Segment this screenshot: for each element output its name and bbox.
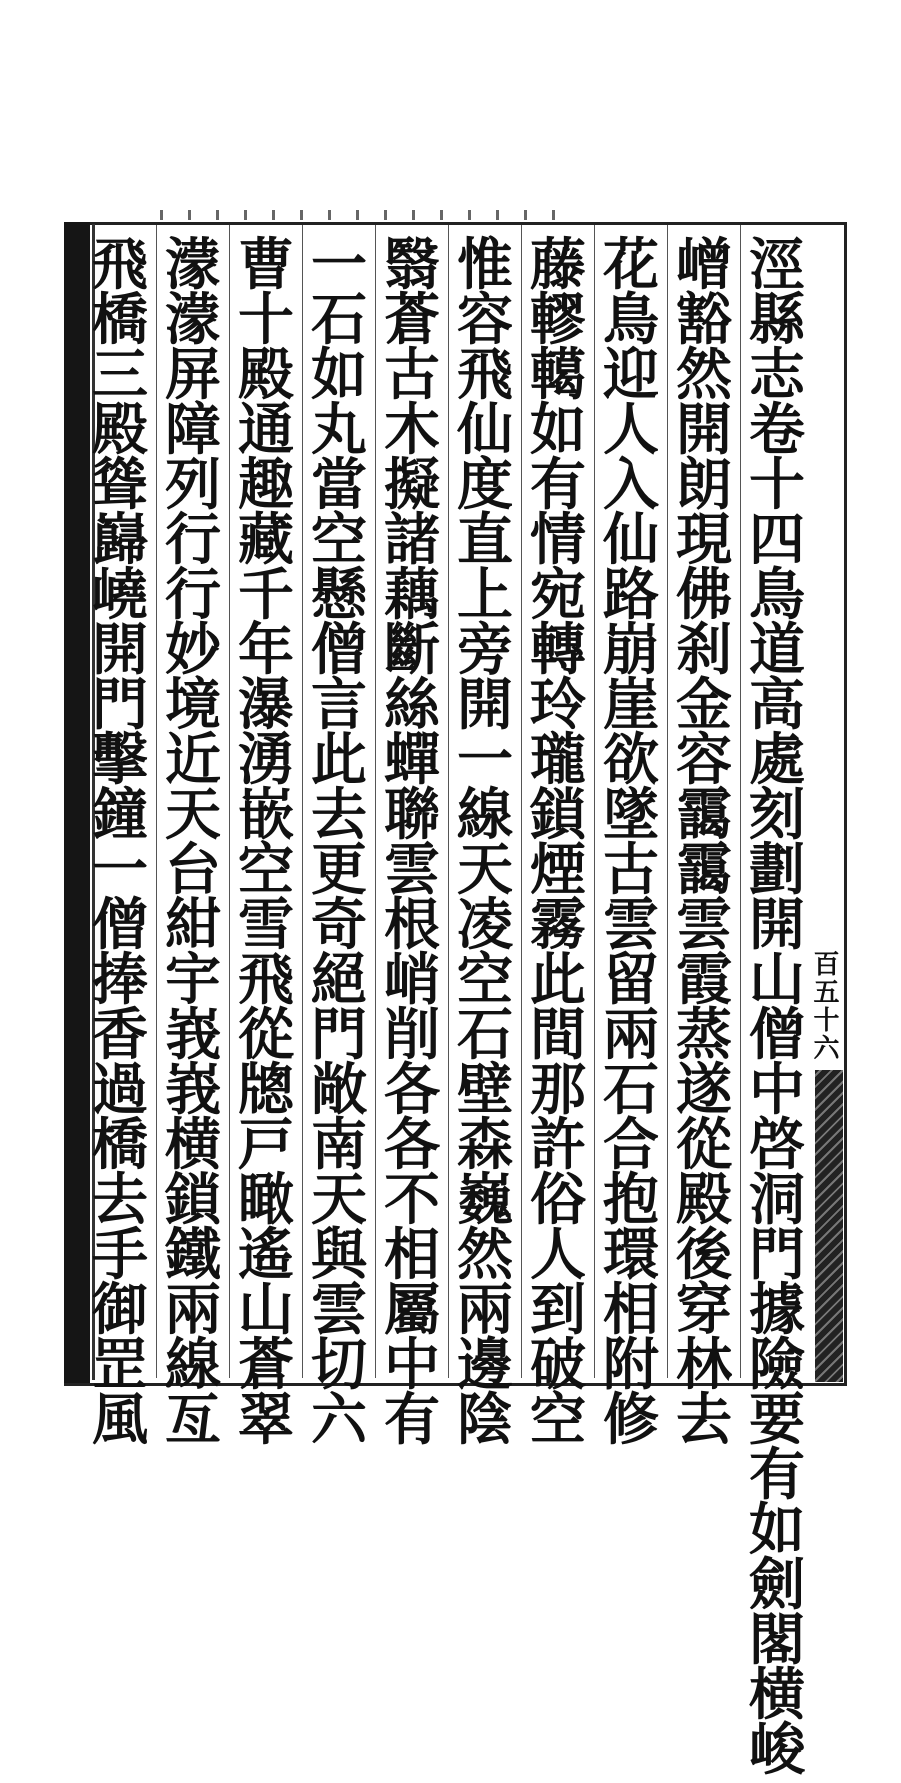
glyph: 陰 <box>457 1387 513 1453</box>
glyph: 破 <box>530 1332 586 1398</box>
glyph: 嵌 <box>238 782 294 848</box>
glyph: 聯 <box>384 782 440 848</box>
glyph: 兩 <box>457 1277 513 1343</box>
glyph: 朗 <box>676 452 732 518</box>
glyph: 巍 <box>457 1167 513 1233</box>
text-column <box>304 232 374 1453</box>
glyph: 空 <box>238 837 294 903</box>
glyph: 六 <box>311 1387 367 1453</box>
glyph: 轉 <box>530 617 586 683</box>
glyph: 直 <box>457 507 513 573</box>
glyph: 志 <box>749 342 805 408</box>
glyph: 橋 <box>92 287 148 353</box>
glyph: 蒸 <box>676 1002 732 1068</box>
glyph: 雲 <box>384 837 440 903</box>
glyph: 壁 <box>457 1057 513 1123</box>
glyph: 濛 <box>165 287 221 353</box>
glyph: 一 <box>311 232 367 298</box>
glyph: 靄 <box>676 837 732 903</box>
glyph: 穿 <box>676 1277 732 1343</box>
glyph: 巋 <box>92 507 148 573</box>
glyph: 那 <box>530 1057 586 1123</box>
glyph: 迎 <box>603 342 659 408</box>
glyph: 列 <box>165 452 221 518</box>
glyph: 空 <box>530 1387 586 1453</box>
glyph: 到 <box>530 1277 586 1343</box>
glyph: 雲 <box>676 892 732 958</box>
text-column <box>377 232 447 1453</box>
glyph: 去 <box>92 1167 148 1233</box>
glyph: 木 <box>384 397 440 463</box>
glyph: 森 <box>457 1112 513 1178</box>
glyph: 屬 <box>384 1277 440 1343</box>
glyph: 山 <box>749 947 805 1013</box>
glyph: 啓 <box>749 1112 805 1178</box>
glyph: 道 <box>749 617 805 683</box>
glyph: 空 <box>457 947 513 1013</box>
glyph: 捧 <box>92 947 148 1013</box>
glyph: 據 <box>749 1277 805 1343</box>
text-column <box>85 232 155 1453</box>
glyph: 古 <box>384 342 440 408</box>
glyph: 合 <box>603 1112 659 1178</box>
glyph: 一 <box>92 837 148 903</box>
glyph: 雲 <box>311 1277 367 1343</box>
glyph: 情 <box>530 507 586 573</box>
glyph: 牕 <box>238 1057 294 1123</box>
glyph: 間 <box>530 1002 586 1068</box>
glyph: 宇 <box>165 947 221 1013</box>
column-rule <box>594 225 595 1378</box>
glyph: 刹 <box>676 617 732 683</box>
glyph: 門 <box>92 672 148 738</box>
glyph: 路 <box>603 562 659 628</box>
column-rule <box>521 225 522 1378</box>
glyph: 門 <box>749 1222 805 1288</box>
glyph: 台 <box>165 837 221 903</box>
glyph: 此 <box>311 727 367 793</box>
glyph: 去 <box>676 1387 732 1453</box>
glyph: 轇 <box>530 287 586 353</box>
glyph: 藕 <box>384 562 440 628</box>
glyph: 如 <box>311 342 367 408</box>
glyph: 懸 <box>311 562 367 628</box>
glyph: 天 <box>311 1167 367 1233</box>
glyph: 附 <box>603 1332 659 1398</box>
text-column <box>231 232 301 1453</box>
glyph: 人 <box>530 1222 586 1288</box>
glyph: 十 <box>749 452 805 518</box>
glyph: 三 <box>92 342 148 408</box>
glyph: 閣 <box>749 1607 805 1673</box>
glyph: 古 <box>603 837 659 903</box>
glyph: 翳 <box>384 232 440 298</box>
glyph: 中 <box>384 1332 440 1398</box>
glyph: 年 <box>238 617 294 683</box>
glyph: 惟 <box>457 232 513 298</box>
glyph: 香 <box>92 1002 148 1068</box>
glyph: 僧 <box>311 617 367 683</box>
glyph: 有 <box>530 452 586 518</box>
glyph: 斷 <box>384 617 440 683</box>
glyph: 仙 <box>457 397 513 463</box>
glyph: 去 <box>311 782 367 848</box>
glyph: 言 <box>311 672 367 738</box>
glyph: 線 <box>457 782 513 848</box>
glyph: 飛 <box>457 342 513 408</box>
glyph: 此 <box>530 947 586 1013</box>
glyph: 根 <box>384 892 440 958</box>
glyph: 雲 <box>603 892 659 958</box>
glyph: 開 <box>92 617 148 683</box>
glyph: 兩 <box>165 1277 221 1343</box>
glyph: 卷 <box>749 397 805 463</box>
glyph: 殿 <box>92 397 148 463</box>
glyph: 僧 <box>749 1002 805 1068</box>
glyph: 欲 <box>603 727 659 793</box>
glyph: 敞 <box>311 1057 367 1123</box>
glyph: 有 <box>749 1442 805 1508</box>
glyph: 玲 <box>530 672 586 738</box>
glyph: 妙 <box>165 617 221 683</box>
glyph: 翠 <box>238 1387 294 1453</box>
glyph: 劃 <box>749 837 805 903</box>
glyph: 旁 <box>457 617 513 683</box>
glyph: 仙 <box>603 507 659 573</box>
glyph: 開 <box>457 672 513 738</box>
glyph: 劍 <box>749 1552 805 1618</box>
glyph: 鳥 <box>603 287 659 353</box>
glyph: 殿 <box>238 342 294 408</box>
glyph: 處 <box>749 727 805 793</box>
glyph: 石 <box>311 287 367 353</box>
glyph: 擊 <box>92 727 148 793</box>
glyph: 四 <box>749 507 805 573</box>
text-column <box>523 232 593 1453</box>
column-rule <box>156 225 157 1378</box>
column-rule <box>740 225 741 1378</box>
text-column <box>742 232 812 1783</box>
glyph: 高 <box>749 672 805 738</box>
glyph: 天 <box>457 837 513 903</box>
glyph: 要 <box>749 1387 805 1453</box>
glyph: 門 <box>311 1002 367 1068</box>
glyph: 一 <box>457 727 513 793</box>
glyph: 行 <box>165 562 221 628</box>
glyph: 當 <box>311 452 367 518</box>
glyph: 障 <box>165 397 221 463</box>
glyph: 林 <box>676 1332 732 1398</box>
glyph: 横 <box>749 1662 805 1728</box>
glyph: 涇 <box>749 232 805 298</box>
glyph: 有 <box>384 1387 440 1453</box>
glyph: 峩 <box>165 1002 221 1068</box>
glyph: 屏 <box>165 342 221 408</box>
glyph: 煙 <box>530 837 586 903</box>
glyph: 後 <box>676 1222 732 1288</box>
glyph: 相 <box>603 1277 659 1343</box>
glyph: 石 <box>457 1002 513 1068</box>
glyph: 崖 <box>603 672 659 738</box>
glyph: 轕 <box>530 342 586 408</box>
glyph: 與 <box>311 1222 367 1288</box>
glyph: 嶢 <box>92 562 148 628</box>
glyph: 亙 <box>165 1387 221 1453</box>
glyph: 險 <box>749 1332 805 1398</box>
glyph: 然 <box>676 342 732 408</box>
glyph: 入 <box>603 452 659 518</box>
glyph: 環 <box>603 1222 659 1288</box>
glyph: 雪 <box>238 892 294 958</box>
column-rule <box>302 225 303 1378</box>
glyph: 開 <box>749 892 805 958</box>
glyph: 風 <box>92 1387 148 1453</box>
glyph: 紺 <box>165 892 221 958</box>
glyph: 花 <box>603 232 659 298</box>
glyph: 瀑 <box>238 672 294 738</box>
glyph: 靄 <box>676 782 732 848</box>
glyph: 奇 <box>311 892 367 958</box>
glyph: 僧 <box>92 892 148 958</box>
glyph: 相 <box>384 1222 440 1288</box>
glyph: 飛 <box>238 947 294 1013</box>
glyph: 佛 <box>676 562 732 628</box>
glyph: 從 <box>238 1002 294 1068</box>
glyph: 容 <box>457 287 513 353</box>
glyph: 濛 <box>165 232 221 298</box>
glyph: 山 <box>238 1277 294 1343</box>
glyph: 湧 <box>238 727 294 793</box>
glyph: 空 <box>311 507 367 573</box>
glyph: 近 <box>165 727 221 793</box>
glyph: 容 <box>676 727 732 793</box>
glyph: 俗 <box>530 1167 586 1233</box>
glyph: 罡 <box>92 1332 148 1398</box>
page-top-ticks <box>160 210 580 220</box>
glyph: 如 <box>749 1497 805 1563</box>
glyph: 邊 <box>457 1332 513 1398</box>
glyph: 豁 <box>676 287 732 353</box>
glyph: 峭 <box>384 947 440 1013</box>
glyph: 蒼 <box>384 287 440 353</box>
glyph: 凌 <box>457 892 513 958</box>
margin-fishtail-block <box>815 1070 843 1382</box>
glyph: 殿 <box>676 1167 732 1233</box>
glyph: 現 <box>676 507 732 573</box>
glyph: 洞 <box>749 1167 805 1233</box>
glyph: 嶒 <box>676 232 732 298</box>
glyph: 縣 <box>749 287 805 353</box>
glyph: 戸 <box>238 1112 294 1178</box>
glyph: 各 <box>384 1057 440 1123</box>
glyph: 霧 <box>530 892 586 958</box>
glyph: 遂 <box>676 1057 732 1123</box>
glyph: 宛 <box>530 562 586 628</box>
glyph: 開 <box>676 397 732 463</box>
glyph: 鳥 <box>749 562 805 628</box>
glyph: 中 <box>749 1057 805 1123</box>
glyph: 崩 <box>603 617 659 683</box>
glyph: 人 <box>603 397 659 463</box>
glyph: 御 <box>92 1277 148 1343</box>
text-column <box>450 232 520 1453</box>
glyph: 南 <box>311 1112 367 1178</box>
glyph: 聳 <box>92 452 148 518</box>
text-column <box>158 232 228 1453</box>
margin-page-number: 百五十六 <box>809 950 839 1062</box>
glyph: 飛 <box>92 232 148 298</box>
column-rule <box>448 225 449 1378</box>
glyph: 鎖 <box>530 782 586 848</box>
column-rule <box>667 225 668 1378</box>
glyph: 瞰 <box>238 1167 294 1233</box>
glyph: 擬 <box>384 452 440 518</box>
glyph: 各 <box>384 1112 440 1178</box>
glyph: 如 <box>530 397 586 463</box>
glyph: 鎖 <box>165 1167 221 1233</box>
glyph: 峩 <box>165 1057 221 1123</box>
glyph: 刻 <box>749 782 805 848</box>
glyph: 上 <box>457 562 513 628</box>
glyph: 瓏 <box>530 727 586 793</box>
glyph: 鐵 <box>165 1222 221 1288</box>
glyph: 峻 <box>749 1717 805 1783</box>
glyph: 鐘 <box>92 782 148 848</box>
glyph: 行 <box>165 507 221 573</box>
glyph: 過 <box>92 1057 148 1123</box>
glyph: 不 <box>384 1167 440 1233</box>
glyph: 霞 <box>676 947 732 1013</box>
glyph: 線 <box>165 1332 221 1398</box>
glyph: 藤 <box>530 232 586 298</box>
column-rule <box>375 225 376 1378</box>
glyph: 石 <box>603 1057 659 1123</box>
glyph: 削 <box>384 1002 440 1068</box>
glyph: 更 <box>311 837 367 903</box>
glyph: 諸 <box>384 507 440 573</box>
glyph: 手 <box>92 1222 148 1288</box>
glyph: 蟬 <box>384 727 440 793</box>
glyph: 趣 <box>238 452 294 518</box>
glyph: 絕 <box>311 947 367 1013</box>
glyph: 絲 <box>384 672 440 738</box>
glyph: 通 <box>238 397 294 463</box>
glyph: 度 <box>457 452 513 518</box>
glyph: 兩 <box>603 1002 659 1068</box>
glyph: 切 <box>311 1332 367 1398</box>
glyph: 天 <box>165 782 221 848</box>
glyph: 蒼 <box>238 1332 294 1398</box>
glyph: 十 <box>238 287 294 353</box>
glyph: 千 <box>238 562 294 628</box>
column-rule <box>229 225 230 1378</box>
glyph: 然 <box>457 1222 513 1288</box>
glyph: 許 <box>530 1112 586 1178</box>
glyph: 曹 <box>238 232 294 298</box>
glyph: 遙 <box>238 1222 294 1288</box>
glyph: 境 <box>165 672 221 738</box>
glyph: 横 <box>165 1112 221 1178</box>
glyph: 抱 <box>603 1167 659 1233</box>
glyph: 從 <box>676 1112 732 1178</box>
glyph: 墜 <box>603 782 659 848</box>
text-column <box>596 232 666 1453</box>
text-column <box>669 232 739 1453</box>
glyph: 金 <box>676 672 732 738</box>
glyph: 修 <box>603 1387 659 1453</box>
glyph: 丸 <box>311 397 367 463</box>
glyph: 留 <box>603 947 659 1013</box>
glyph: 藏 <box>238 507 294 573</box>
glyph: 橋 <box>92 1112 148 1178</box>
